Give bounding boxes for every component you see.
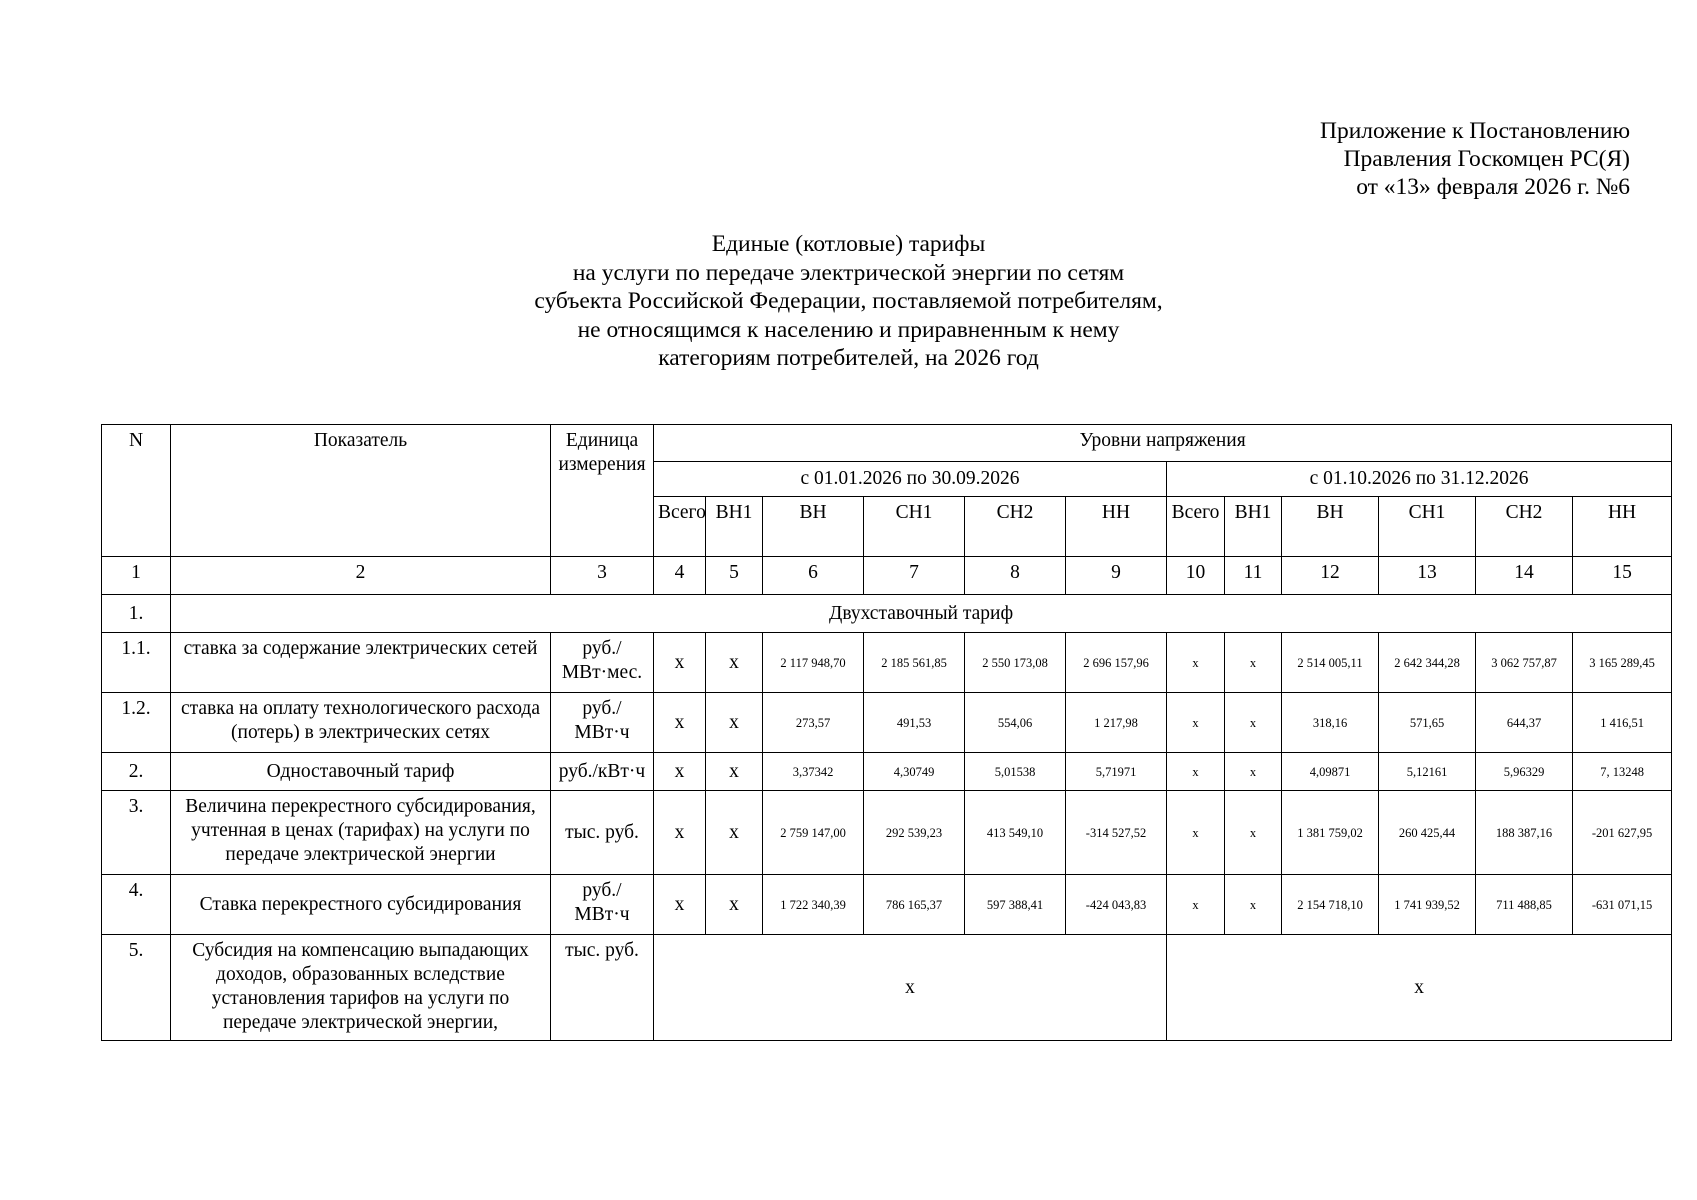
value-cell: х bbox=[1167, 753, 1225, 791]
header-period-1: с 01.01.2026 по 30.09.2026 bbox=[654, 462, 1167, 497]
row-unit: руб./МВт·ч bbox=[551, 875, 654, 935]
value-cell: 260 425,44 bbox=[1379, 791, 1476, 875]
row-unit: руб./кВт·ч bbox=[551, 753, 654, 791]
value-cell: 2 550 173,08 bbox=[965, 633, 1066, 693]
header-period-2: с 01.10.2026 по 31.12.2026 bbox=[1167, 462, 1672, 497]
value-cell: х bbox=[1167, 693, 1225, 753]
value-cell: 2 759 147,00 bbox=[763, 791, 864, 875]
header-sub: СН1 bbox=[1379, 497, 1476, 557]
table-row bbox=[102, 753, 1672, 791]
value-cell: -314 527,52 bbox=[1066, 791, 1167, 875]
value-cell: 273,57 bbox=[763, 693, 864, 753]
header-n: N bbox=[102, 425, 171, 557]
title-line: не относящимся к населению и приравненным к нему bbox=[577, 316, 1120, 343]
header-sub: НН bbox=[1573, 497, 1672, 557]
value-cell: 4,09871 bbox=[1282, 753, 1379, 791]
document-title bbox=[0, 230, 1697, 373]
table-row bbox=[102, 935, 1672, 1041]
value-cell: 597 388,41 bbox=[965, 875, 1066, 935]
value-cell: 1 722 340,39 bbox=[763, 875, 864, 935]
value-cell: х bbox=[1225, 791, 1282, 875]
column-number: 9 bbox=[1066, 557, 1167, 595]
value-cell: 2 514 005,11 bbox=[1282, 633, 1379, 693]
header-sub: ВН1 bbox=[1225, 497, 1282, 557]
value-cell: 491,53 bbox=[864, 693, 965, 753]
value-cell: х bbox=[654, 633, 706, 693]
value-cell: х bbox=[1167, 875, 1225, 935]
column-number: 4 bbox=[654, 557, 706, 595]
header-sub: ВН1 bbox=[706, 497, 763, 557]
column-numbers-row bbox=[102, 557, 1672, 595]
title-line: на услуги по передаче электрической энергии по сетям bbox=[572, 259, 1125, 286]
value-cell: 318,16 bbox=[1282, 693, 1379, 753]
column-number: 10 bbox=[1167, 557, 1225, 595]
value-cell-period-2: х bbox=[1167, 935, 1672, 1041]
header-row bbox=[102, 425, 1672, 462]
row-number: 1.1. bbox=[102, 633, 171, 693]
value-cell: -201 627,95 bbox=[1573, 791, 1672, 875]
value-cell: 2 117 948,70 bbox=[763, 633, 864, 693]
value-cell: -424 043,83 bbox=[1066, 875, 1167, 935]
value-cell: х bbox=[1225, 693, 1282, 753]
value-cell: 3 165 289,45 bbox=[1573, 633, 1672, 693]
column-number: 1 bbox=[102, 557, 171, 595]
value-cell: 188 387,16 bbox=[1476, 791, 1573, 875]
value-cell: 1 381 759,02 bbox=[1282, 791, 1379, 875]
value-cell: 3,37342 bbox=[763, 753, 864, 791]
value-cell: х bbox=[706, 875, 763, 935]
value-cell: 413 549,10 bbox=[965, 791, 1066, 875]
value-cell: х bbox=[1225, 633, 1282, 693]
column-number: 3 bbox=[551, 557, 654, 595]
row-label: Одноставочный тариф bbox=[171, 753, 551, 791]
header-sub: Всего bbox=[654, 497, 706, 557]
value-cell: 5,12161 bbox=[1379, 753, 1476, 791]
value-cell: 571,65 bbox=[1379, 693, 1476, 753]
value-cell: 5,71971 bbox=[1066, 753, 1167, 791]
header-voltage-levels: Уровни напряжения bbox=[654, 425, 1672, 462]
row-unit: тыс. руб. bbox=[551, 791, 654, 875]
value-cell: 2 154 718,10 bbox=[1282, 875, 1379, 935]
value-cell: х bbox=[706, 753, 763, 791]
value-cell: 4,30749 bbox=[864, 753, 965, 791]
value-cell: х bbox=[1167, 633, 1225, 693]
table-row bbox=[102, 875, 1672, 935]
title-line: субъекта Российской Федерации, поставляемой потребителям, bbox=[534, 288, 1163, 314]
value-cell: х bbox=[654, 753, 706, 791]
title-line: категориям потребителей, на 2026 год bbox=[658, 345, 1039, 371]
value-cell: х bbox=[1225, 753, 1282, 791]
column-number: 8 bbox=[965, 557, 1066, 595]
row-number: 2. bbox=[102, 753, 171, 791]
value-cell: 711 488,85 bbox=[1476, 875, 1573, 935]
value-cell: 292 539,23 bbox=[864, 791, 965, 875]
value-cell: х bbox=[1225, 875, 1282, 935]
section-title: Двухставочный тариф bbox=[171, 595, 1672, 633]
value-cell: 1 416,51 bbox=[1573, 693, 1672, 753]
header-sub: ВН bbox=[1282, 497, 1379, 557]
value-cell: х bbox=[1167, 791, 1225, 875]
table-row bbox=[102, 791, 1672, 875]
appendix-note bbox=[1320, 117, 1630, 201]
value-cell: х bbox=[706, 693, 763, 753]
column-number: 14 bbox=[1476, 557, 1573, 595]
value-cell: х bbox=[706, 633, 763, 693]
column-number: 7 bbox=[864, 557, 965, 595]
header-sub: Всего bbox=[1167, 497, 1225, 557]
row-number: 3. bbox=[102, 791, 171, 875]
value-cell: 1 217,98 bbox=[1066, 693, 1167, 753]
row-unit: руб./МВт·мес. bbox=[551, 633, 654, 693]
value-cell: х bbox=[706, 791, 763, 875]
row-number: 1. bbox=[102, 595, 171, 633]
row-label: ставка на оплату технологического расхода (потерь) в электрических сетях bbox=[171, 693, 551, 753]
value-cell: 644,37 bbox=[1476, 693, 1573, 753]
header-sub: ВН bbox=[763, 497, 864, 557]
table-row bbox=[102, 693, 1672, 753]
row-number: 5. bbox=[102, 935, 171, 1041]
column-number: 12 bbox=[1282, 557, 1379, 595]
value-cell: 2 642 344,28 bbox=[1379, 633, 1476, 693]
row-label: Ставка перекрестного субсидирования bbox=[171, 875, 551, 935]
value-cell: 5,96329 bbox=[1476, 753, 1573, 791]
header-sub: НН bbox=[1066, 497, 1167, 557]
column-number: 6 bbox=[763, 557, 864, 595]
header-sub: СН2 bbox=[1476, 497, 1573, 557]
value-cell: х bbox=[654, 693, 706, 753]
row-number: 4. bbox=[102, 875, 171, 935]
value-cell: 1 741 939,52 bbox=[1379, 875, 1476, 935]
column-number: 13 bbox=[1379, 557, 1476, 595]
appendix-note-line: от «13» февраля 2026 г. №6 bbox=[1356, 174, 1630, 200]
value-cell: 5,01538 bbox=[965, 753, 1066, 791]
header-sub: СН1 bbox=[864, 497, 965, 557]
value-cell: х bbox=[654, 875, 706, 935]
row-label: ставка за содержание электрических сетей bbox=[171, 633, 551, 693]
header-indicator: Показатель bbox=[171, 425, 551, 557]
header-sub: СН2 bbox=[965, 497, 1066, 557]
value-cell: х bbox=[654, 791, 706, 875]
value-cell: -631 071,15 bbox=[1573, 875, 1672, 935]
column-number: 11 bbox=[1225, 557, 1282, 595]
section-row bbox=[102, 595, 1672, 633]
row-unit: тыс. руб. bbox=[551, 935, 654, 1041]
value-cell: 3 062 757,87 bbox=[1476, 633, 1573, 693]
value-cell: 7, 13248 bbox=[1573, 753, 1672, 791]
column-number: 5 bbox=[706, 557, 763, 595]
appendix-note-line: Правления Госкомцен РС(Я) bbox=[1343, 146, 1630, 172]
header-unit: Единица измерения bbox=[551, 425, 654, 557]
value-cell: 554,06 bbox=[965, 693, 1066, 753]
tariff-table bbox=[101, 424, 1672, 1041]
value-cell: 786 165,37 bbox=[864, 875, 965, 935]
column-number: 2 bbox=[171, 557, 551, 595]
value-cell: 2 696 157,96 bbox=[1066, 633, 1167, 693]
value-cell-period-1: х bbox=[654, 935, 1167, 1041]
value-cell: 2 185 561,85 bbox=[864, 633, 965, 693]
appendix-note-line: Приложение к Постановлению bbox=[1320, 118, 1630, 144]
row-label: Величина перекрестного субсидирования, учтенная в ценах (тарифах) на услуги по передаче электрической энергии bbox=[171, 791, 551, 875]
column-number: 15 bbox=[1573, 557, 1672, 595]
row-number: 1.2. bbox=[102, 693, 171, 753]
title-line: Единые (котловые) тарифы bbox=[711, 231, 986, 257]
table-row bbox=[102, 633, 1672, 693]
row-unit: руб./МВт·ч bbox=[551, 693, 654, 753]
row-label: Субсидия на компенсацию выпадающих доходов, образованных вследствие установления тарифов на услуги по передаче электрической энергии, bbox=[171, 935, 551, 1041]
